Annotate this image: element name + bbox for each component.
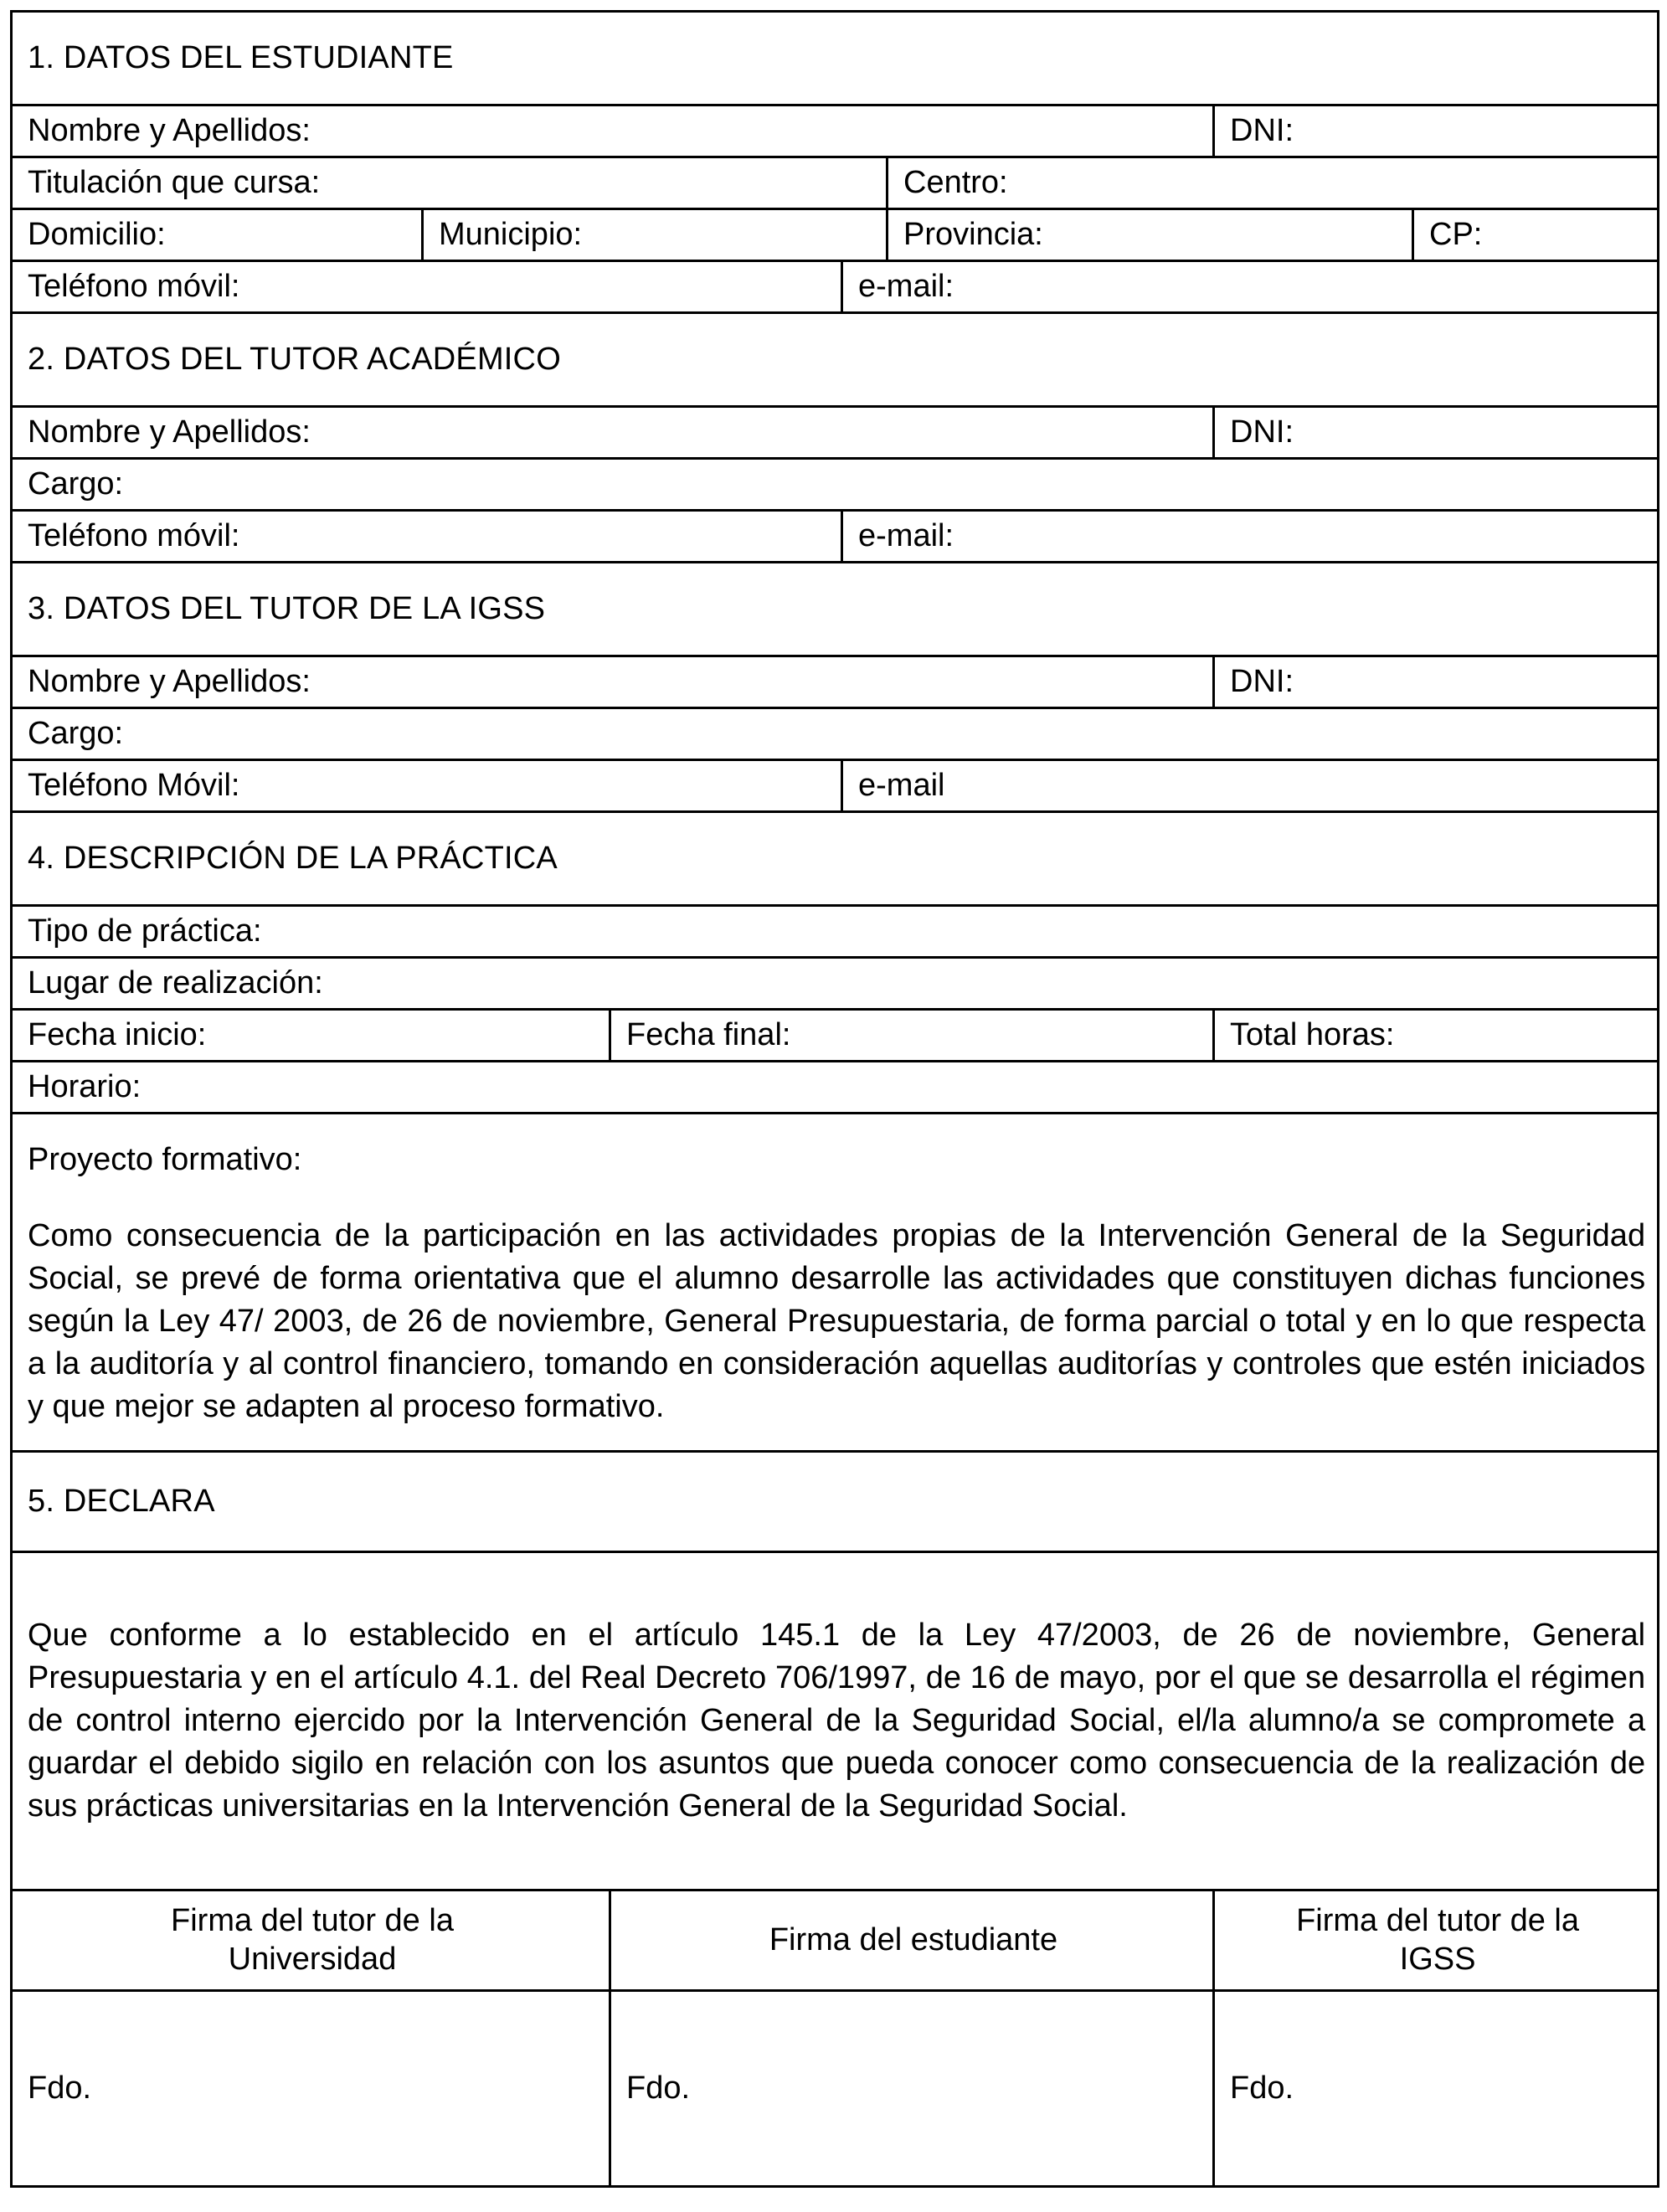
student-email-label: e-mail: bbox=[858, 268, 954, 304]
declaration-text-cell bbox=[12, 1552, 1659, 1890]
signature-box-student bbox=[610, 1991, 1214, 2187]
fdo-label-student: Fdo. bbox=[626, 2070, 691, 2106]
igss-tutor-name-field bbox=[12, 656, 1214, 708]
student-name-label: Nombre y Apellidos: bbox=[28, 112, 311, 148]
section-4-title: 4. DESCRIPCIÓN DE LA PRÁCTICA bbox=[12, 812, 1659, 906]
igss-tutor-phone-field bbox=[12, 760, 842, 812]
student-center-label: Centro: bbox=[903, 164, 1008, 200]
student-postal-code-label: CP: bbox=[1429, 216, 1483, 252]
student-municipality-field bbox=[423, 209, 888, 261]
student-province-field bbox=[888, 209, 1413, 261]
section-5-title: 5. DECLARA bbox=[12, 1452, 1659, 1552]
student-address-field bbox=[12, 209, 423, 261]
student-email-field bbox=[842, 261, 1659, 313]
academic-tutor-email-label: e-mail: bbox=[858, 517, 954, 553]
signature-igss-tutor-line1: Firma del tutor de la bbox=[1296, 1902, 1579, 1938]
igss-tutor-dni-field bbox=[1214, 656, 1659, 708]
section-1-title: 1. DATOS DEL ESTUDIANTE bbox=[12, 12, 1659, 105]
student-postal-code-field bbox=[1413, 209, 1659, 261]
academic-tutor-phone-field bbox=[12, 511, 842, 563]
academic-tutor-dni-field bbox=[1214, 407, 1659, 459]
fdo-label-university-tutor: Fdo. bbox=[28, 2070, 92, 2106]
total-hours-label: Total horas: bbox=[1230, 1016, 1395, 1052]
igss-tutor-email-label: e-mail bbox=[858, 767, 945, 803]
igss-tutor-position-label: Cargo: bbox=[28, 715, 124, 751]
academic-tutor-name-field bbox=[12, 407, 1214, 459]
section-2-title: 2. DATOS DEL TUTOR ACADÉMICO bbox=[12, 313, 1659, 407]
practice-type-field bbox=[12, 906, 1659, 958]
start-date-field bbox=[12, 1010, 610, 1062]
academic-tutor-position-field bbox=[12, 459, 1659, 511]
igss-tutor-name-label: Nombre y Apellidos: bbox=[28, 663, 311, 699]
student-phone-field bbox=[12, 261, 842, 313]
schedule-label: Horario: bbox=[28, 1068, 141, 1104]
signature-igss-tutor-line2: IGSS bbox=[1399, 1941, 1476, 1977]
igss-tutor-position-field bbox=[12, 708, 1659, 760]
practice-location-label: Lugar de realización: bbox=[28, 965, 323, 1001]
student-address-label: Domicilio: bbox=[28, 216, 166, 252]
academic-tutor-email-field bbox=[842, 511, 1659, 563]
student-municipality-label: Municipio: bbox=[439, 216, 583, 252]
igss-tutor-dni-label: DNI: bbox=[1230, 663, 1294, 699]
end-date-label: Fecha final: bbox=[626, 1016, 791, 1052]
student-degree-field bbox=[12, 157, 888, 209]
total-hours-field bbox=[1214, 1010, 1659, 1062]
signature-box-igss-tutor bbox=[1214, 1991, 1659, 2187]
student-name-field bbox=[12, 105, 1214, 157]
student-dni-label: DNI: bbox=[1230, 112, 1294, 148]
signature-box-university-tutor bbox=[12, 1991, 610, 2187]
section-3-title: 3. DATOS DEL TUTOR DE LA IGSS bbox=[12, 563, 1659, 656]
start-date-label: Fecha inicio: bbox=[28, 1016, 207, 1052]
signature-header-university-tutor bbox=[12, 1890, 610, 1991]
student-phone-label: Teléfono móvil: bbox=[28, 268, 240, 304]
academic-tutor-name-label: Nombre y Apellidos: bbox=[28, 414, 311, 450]
training-project-label: Proyecto formativo: bbox=[28, 1141, 302, 1177]
student-dni-field bbox=[1214, 105, 1659, 157]
declaration-text: Que conforme a lo establecido en el artículo 145.1 de la Ley 47/2003, de 26 de noviembre, General Presupuestaria y en el artículo 4.1. del Real Decreto 706/1997, de 16 de mayo, por el que se desarrolla el régimen de control interno ejercido por la Intervención General de la Seguridad Social, el/la alumno/a se compromete a guardar el debido sigilo en relación con los asuntos que pueda conocer como consecuencia de la realización de sus prácticas universitarias en la Intervención General de la Seguridad Social. bbox=[28, 1618, 1646, 1824]
signature-header-igss-tutor bbox=[1214, 1890, 1659, 1991]
training-project-text: Como consecuencia de la participación en las actividades propias de la Intervención General de la Seguridad Social, se prevé de forma orientativa que el alumno desarrolle las actividades que constituyen dichas funciones según la Ley 47/ 2003, de 26 de noviembre, General Presupuestaria, de forma parcial o total y en lo que respecta a la auditoría y al control financiero, tomando en consideración aquellas auditorías y controles que estén iniciados y que mejor se adapten al proceso formativo. bbox=[28, 1217, 1646, 1424]
student-degree-label: Titulación que cursa: bbox=[28, 164, 321, 200]
student-province-label: Provincia: bbox=[903, 216, 1043, 252]
practice-location-field bbox=[12, 958, 1659, 1010]
student-center-field bbox=[888, 157, 1659, 209]
signature-university-tutor-line2: Universidad bbox=[228, 1941, 397, 1977]
igss-tutor-email-field bbox=[842, 760, 1659, 812]
signature-header-student bbox=[610, 1890, 1214, 1991]
signature-student-line1: Firma del estudiante bbox=[769, 1921, 1058, 1957]
training-project-field bbox=[12, 1114, 1659, 1452]
academic-tutor-phone-label: Teléfono móvil: bbox=[28, 517, 240, 553]
practice-type-label: Tipo de práctica: bbox=[28, 913, 262, 949]
signature-university-tutor-line1: Firma del tutor de la bbox=[171, 1902, 454, 1938]
practices-agreement-form bbox=[10, 10, 1659, 2188]
schedule-field bbox=[12, 1062, 1659, 1114]
fdo-label-igss-tutor: Fdo. bbox=[1230, 2070, 1294, 2106]
academic-tutor-dni-label: DNI: bbox=[1230, 414, 1294, 450]
igss-tutor-phone-label: Teléfono Móvil: bbox=[28, 767, 240, 803]
academic-tutor-position-label: Cargo: bbox=[28, 466, 124, 502]
end-date-field bbox=[610, 1010, 1214, 1062]
